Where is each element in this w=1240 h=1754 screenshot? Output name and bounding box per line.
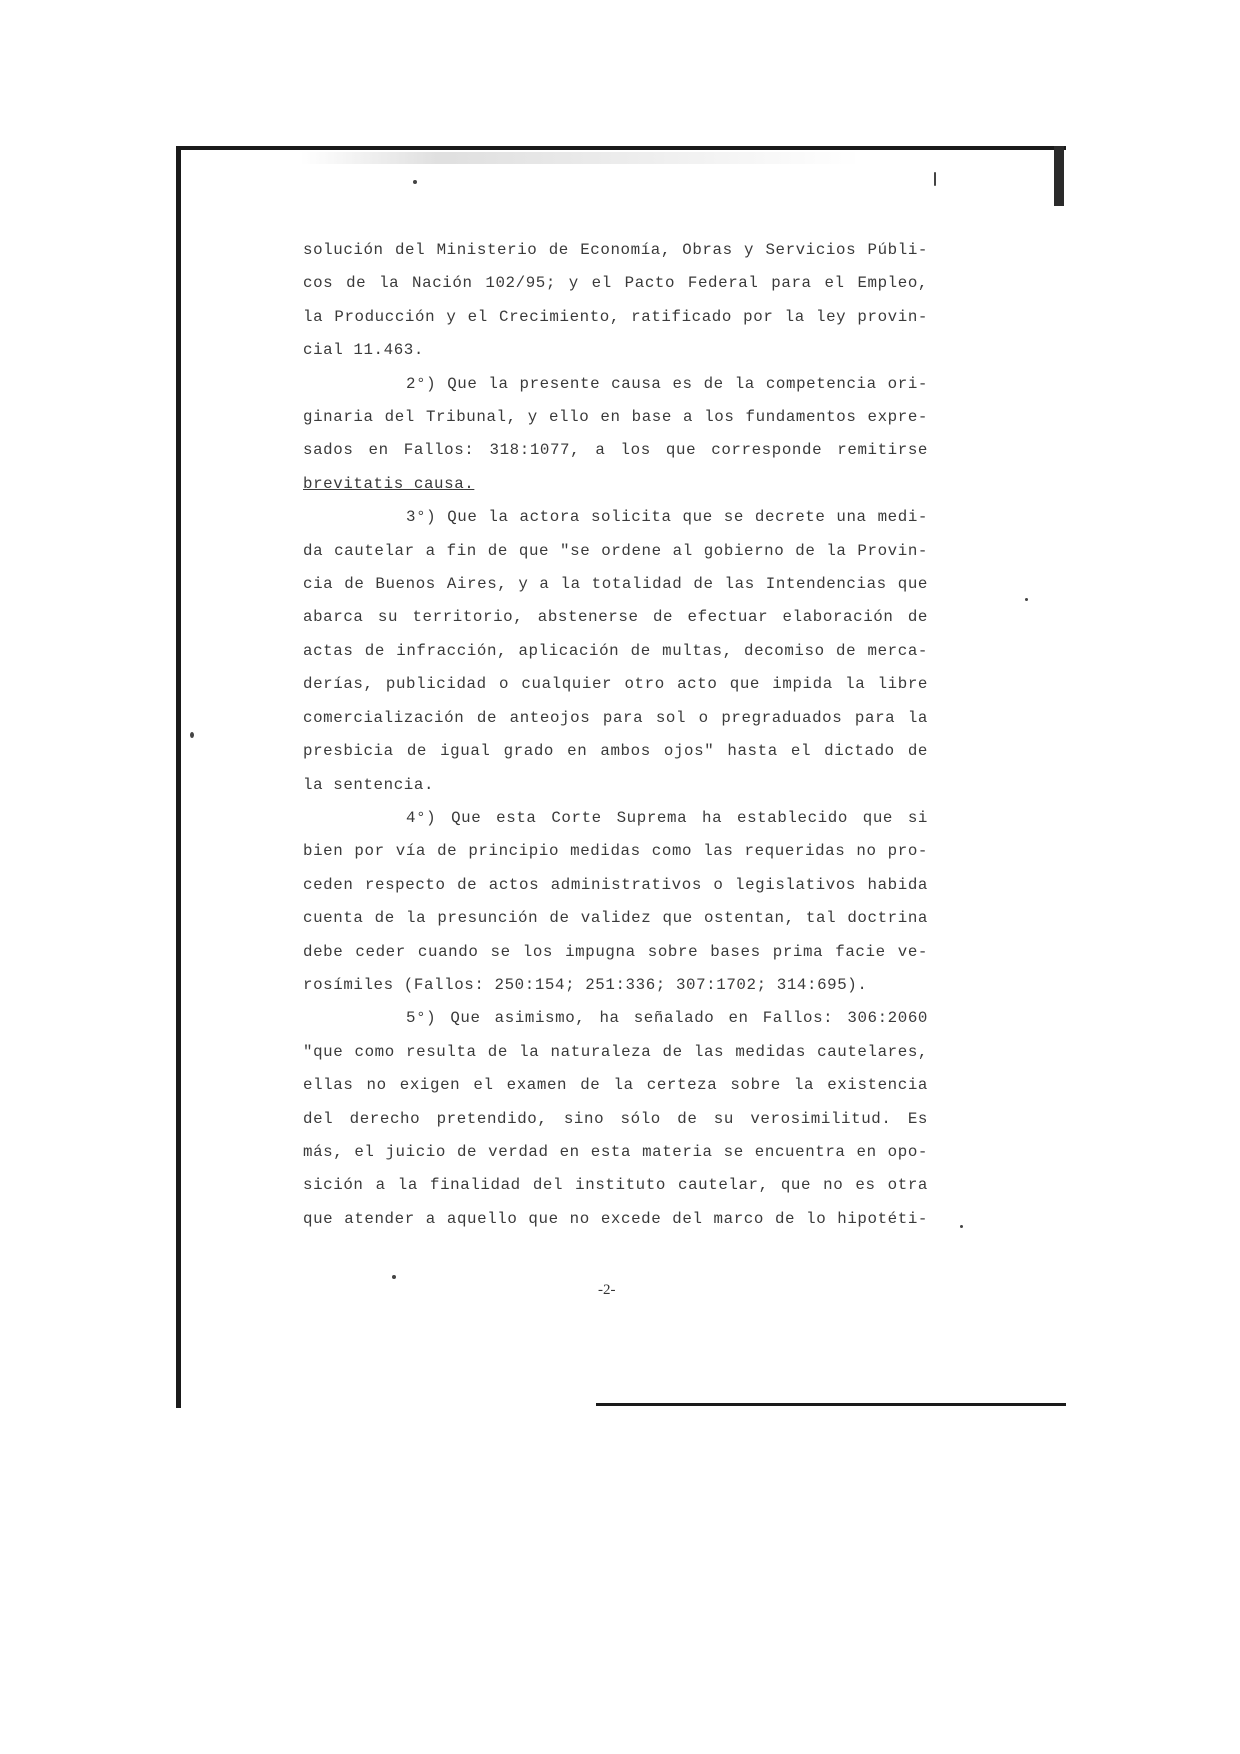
text-line: 3°) Que la actora solicita que se decrete una medi-	[406, 508, 928, 527]
page-number: -2-	[598, 1282, 616, 1298]
text-line: la Producción y el Crecimiento, ratificado por la ley provin-	[303, 307, 928, 326]
scan-border-top	[176, 146, 1066, 150]
text-line: actas de infracción, aplicación de multas, decomiso de merca-	[303, 641, 928, 660]
document-body	[303, 234, 928, 1236]
text-line: presbicia de igual grado en ambos ojos" hasta el dictado de	[303, 742, 928, 761]
paragraph	[303, 234, 928, 368]
text-line: debe ceder cuando se los impugna sobre bases prima facie ve-	[303, 942, 928, 961]
text-line: cuenta de la presunción de validez que ostentan, tal doctrina	[303, 909, 928, 928]
text-line: derías, publicidad o cualquier otro acto que impida la libre	[303, 675, 928, 694]
scan-speck	[934, 172, 936, 186]
text-line: sición a la finalidad del instituto cautelar, que no es otra	[303, 1176, 928, 1195]
scan-speck	[392, 1275, 396, 1279]
scan-speck	[413, 180, 417, 184]
paragraph	[303, 501, 928, 802]
paragraph	[303, 802, 928, 1002]
text-line: más, el juicio de verdad en esta materia se encuentra en opo-	[303, 1142, 928, 1161]
scan-border-bottom	[596, 1403, 1066, 1406]
scan-speck	[190, 732, 194, 738]
text-line: cos de la Nación 102/95; y el Pacto Federal para el Empleo,	[303, 274, 928, 293]
text-line: bien por vía de principio medidas como las requeridas no pro-	[303, 842, 928, 861]
scan-speck	[960, 1225, 963, 1228]
text-line: sados en Fallos: 318:1077, a los que corresponde remitirse	[303, 441, 928, 460]
text-line: ellas no exigen el examen de la certeza sobre la existencia	[303, 1076, 928, 1095]
paragraph	[303, 1002, 928, 1236]
text-line: ginaria del Tribunal, y ello en base a los fundamentos expre-	[303, 408, 928, 427]
text-line: 5°) Que asimismo, ha señalado en Fallos: 306:2060	[406, 1009, 928, 1028]
text-line: solución del Ministerio de Economía, Obras y Servicios Públi-	[303, 241, 928, 259]
text-line: 2°) Que la presente causa es de la competencia ori-	[406, 374, 928, 393]
text-line: del derecho pretendido, sino sólo de su verosimilitud. Es	[303, 1109, 928, 1128]
text-line: cia de Buenos Aires, y a la totalidad de las Intendencias que	[303, 575, 928, 594]
text-line: da cautelar a fin de que "se ordene al gobierno de la Provin-	[303, 541, 928, 560]
text-line: abarca su territorio, abstenerse de efectuar elaboración de	[303, 608, 928, 627]
text-line: ceden respecto de actos administrativos o legislativos habida	[303, 875, 928, 894]
scan-shadow-top	[300, 152, 860, 164]
text-line: rosímiles (Fallos: 250:154; 251:336; 307:1702; 314:695).	[303, 975, 868, 994]
text-line: comercialización de anteojos para sol o pregraduados para la	[303, 708, 928, 727]
text-line: la sentencia.	[303, 775, 435, 794]
paragraph	[303, 368, 928, 502]
scan-speck	[1025, 598, 1028, 601]
scan-corner-right	[1054, 146, 1064, 206]
text-line: "que como resulta de la naturaleza de las medidas cautelares,	[303, 1042, 928, 1061]
text-line: cial 11.463.	[303, 341, 424, 360]
text-line: brevitatis causa.	[303, 474, 475, 493]
scan-border-left	[176, 146, 181, 1408]
text-line: que atender a aquello que no excede del marco de lo hipotéti-	[303, 1209, 928, 1228]
text-line: 4°) Que esta Corte Suprema ha establecido que si	[406, 808, 928, 827]
